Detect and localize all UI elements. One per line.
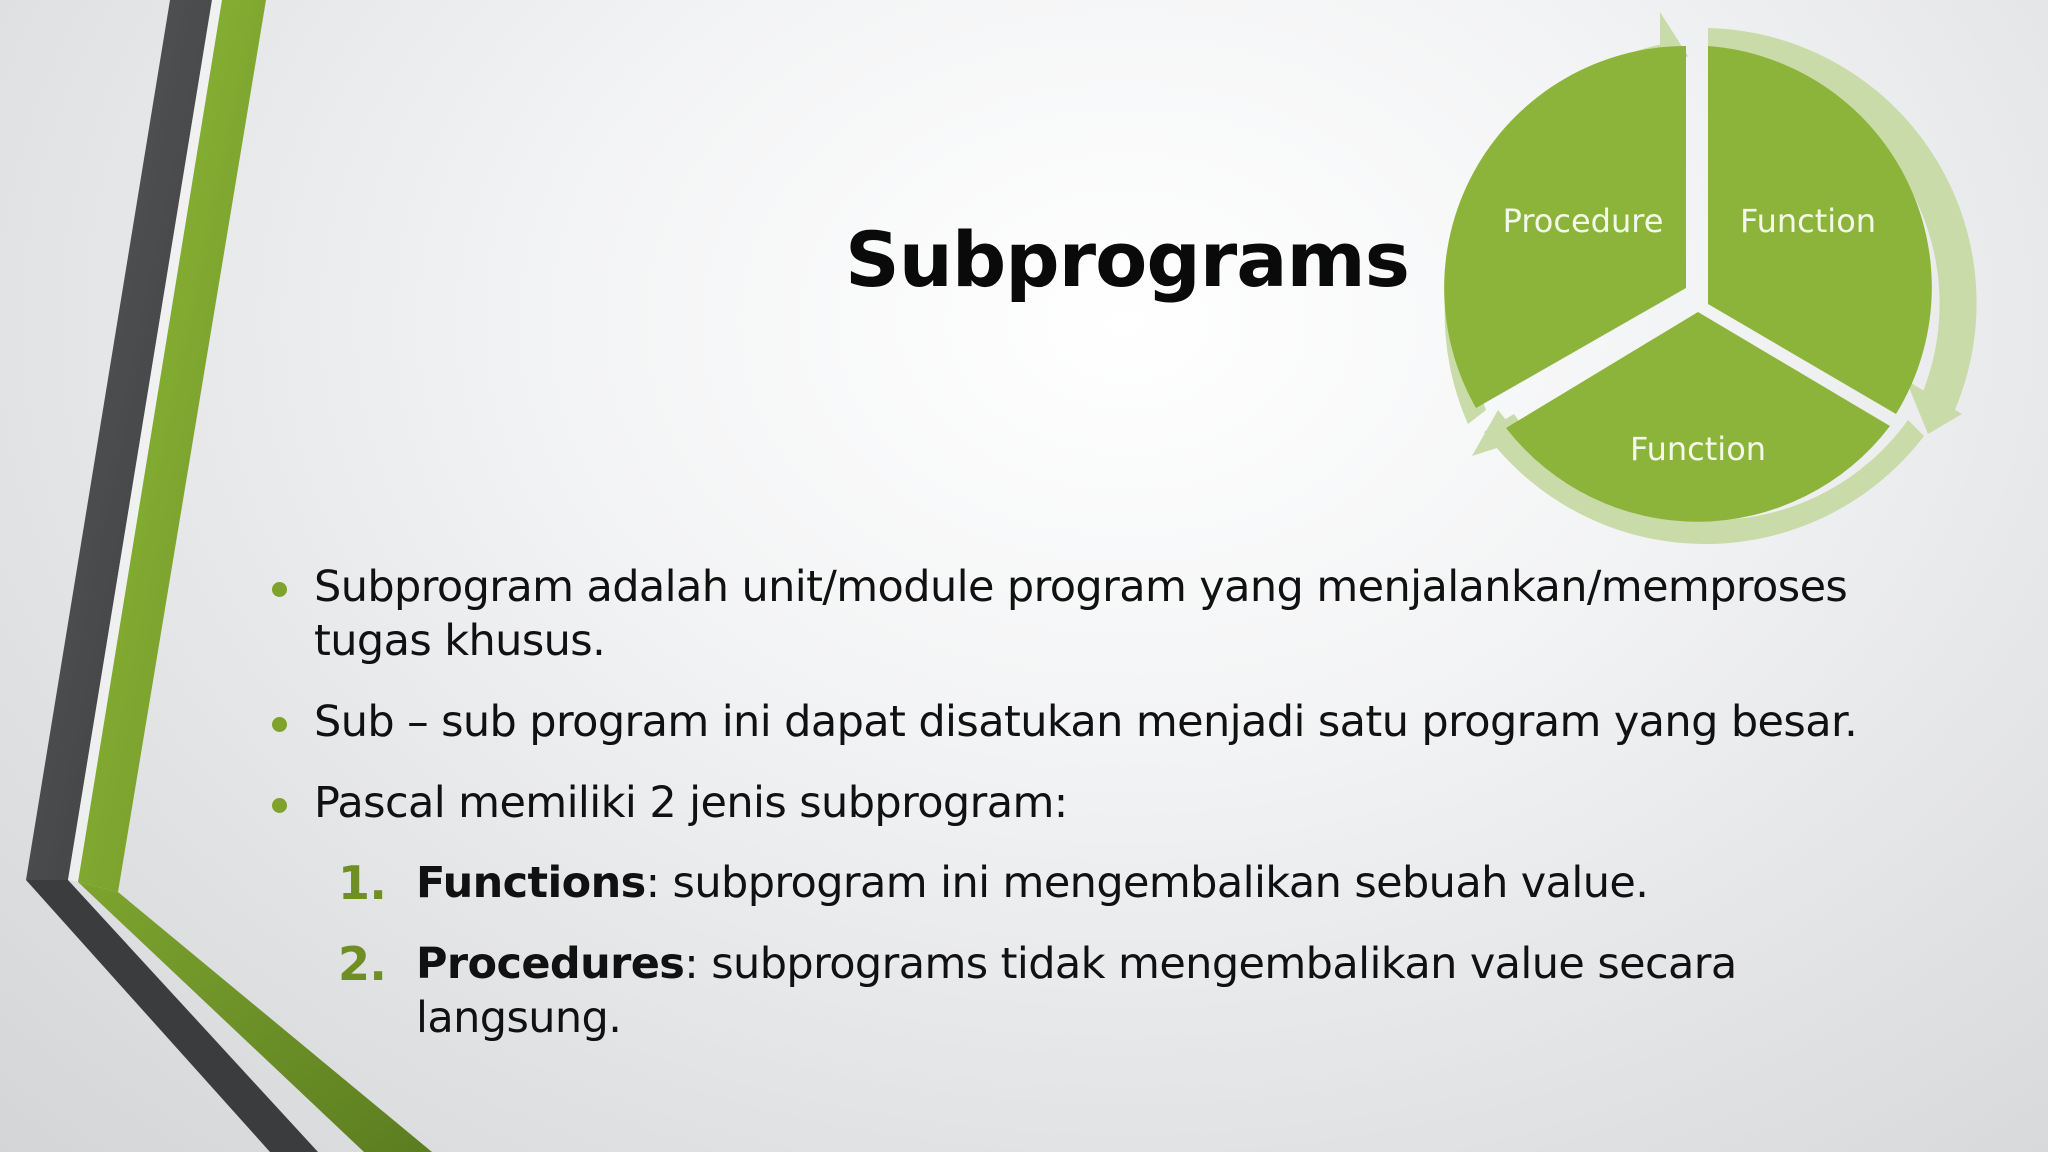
bullet-text: Pascal memiliki 2 jenis subprogram: — [314, 778, 1068, 828]
bullet-text: Subprogram adalah unit/module program yang menjalankan/memproses tugas khusus. — [314, 562, 1848, 666]
cycle-label-procedure: Procedure — [1502, 202, 1664, 240]
bullet-item — [262, 560, 1902, 668]
bullet-dot-icon — [272, 717, 287, 732]
numbered-item-procedures — [338, 937, 1898, 1045]
bullet-list — [262, 560, 1902, 857]
numbered-item-functions — [338, 856, 1898, 910]
number-marker: 1. — [338, 856, 387, 910]
numbered-text: : subprogram ini mengembalikan sebuah value. — [645, 858, 1649, 908]
cycle-label-function-right: Function — [1739, 202, 1877, 240]
bullet-item — [262, 776, 1902, 830]
term-procedures: Procedures — [416, 939, 685, 989]
bullet-text: Sub – sub program ini dapat disatukan menjadi satu program yang besar. — [314, 697, 1858, 747]
number-marker: 2. — [338, 937, 387, 991]
numbered-text: : subprograms tidak mengembalikan value secara langsung. — [416, 939, 1737, 1043]
bullet-dot-icon — [272, 582, 287, 597]
cycle-label-function-bottom: Function — [1629, 430, 1767, 468]
bullet-dot-icon — [272, 798, 287, 813]
numbered-list — [338, 856, 1898, 1072]
bullet-item — [262, 695, 1902, 749]
term-functions: Functions — [416, 858, 646, 908]
page-title: Subprograms — [845, 215, 1409, 304]
